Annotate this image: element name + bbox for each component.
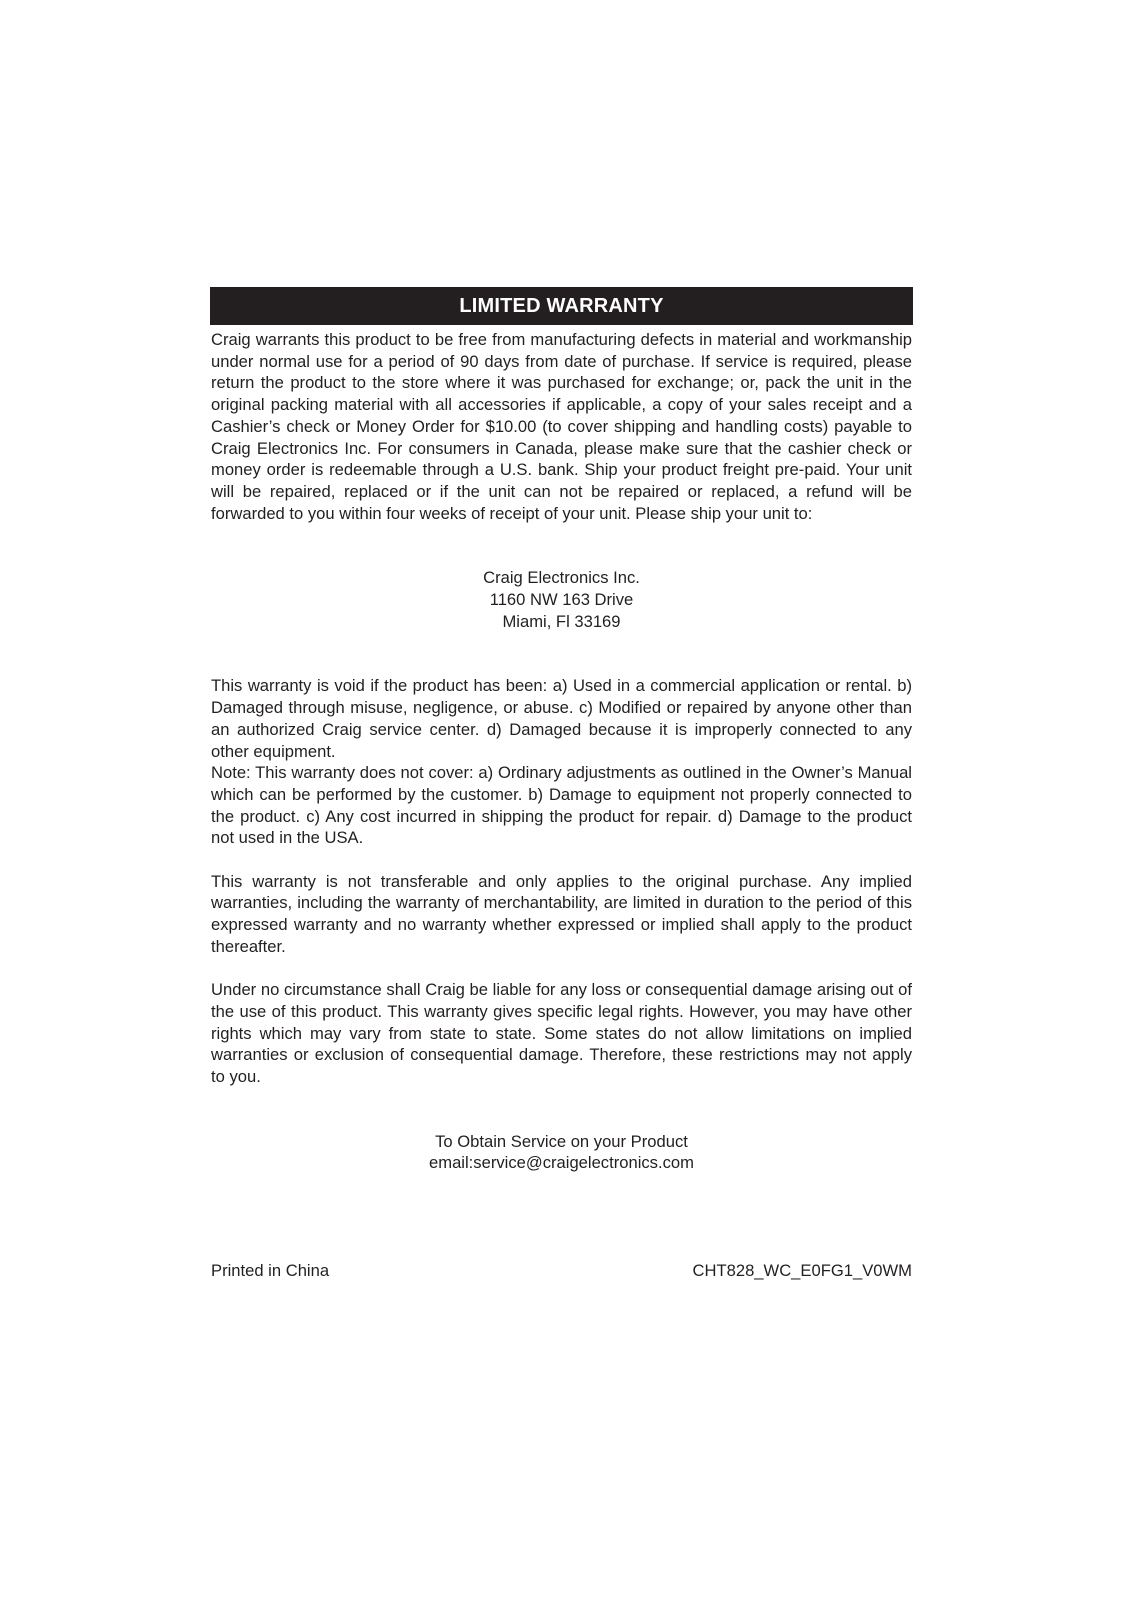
address-city: Miami, Fl 33169 (502, 611, 621, 631)
liability-paragraph: Under no circumstance shall Craig be liable for any loss or consequential damage arising out of the use of this product. This warranty gives specific legal rights. However, you may have other rights which may vary from state to state. Some states do not allow limitations on implied warranties or exclusion of consequential damage. Therefore, these restrictions may not apply to you. (211, 980, 912, 1087)
service-info (211, 1131, 912, 1174)
service-heading: To Obtain Service on your Product (435, 1131, 688, 1151)
printed-in-label: Printed in China (211, 1261, 330, 1281)
shipping-address (211, 567, 912, 632)
void-paragraph: This warranty is void if the product has been: a) Used in a commercial application or rental. b) Damaged through misuse, negligence, or abuse. c) Modified or repaired by anyone other than an authorized Craig service center. d) Damaged because it is improperly connected to any other equipment. (211, 676, 912, 761)
address-company: Craig Electronics Inc. (483, 568, 640, 588)
footer (211, 1260, 912, 1282)
intro-paragraph: Craig warrants this product to be free from manufacturing defects in material and workmanship under normal use for a period of 90 days from date of purchase. If service is required, please return the product to the store where it was purchased for exchange; or, pack the unit in the original packing material with all accessories if applicable, a copy of your sales receipt and a Cashier’s check or Money Order for $10.00 (to cover shipping and handling costs) payable to Craig Electronics Inc. For consumers in Canada, please make sure that the cashier check or money order is redeemable through a U.S. bank. Ship your product freight pre-paid. Your unit will be repaired, replaced or if the unit can not be repaired or replaced, a refund will be forwarded to you within four weeks of receipt of your unit. Please ship your unit to: (211, 330, 912, 523)
header-bar (210, 287, 913, 325)
transfer-paragraph: This warranty is not transferable and only applies to the original purchase. Any implied warranties, including the warranty of merchantability, are limited in duration to the period of this expressed warranty and no warranty whether expressed or implied shall apply to the product thereafter. (211, 871, 912, 956)
document-code: CHT828_WC_E0FG1_V0WM (692, 1261, 912, 1281)
service-email[interactable]: email:service@craigelectronics.com (429, 1153, 694, 1173)
note-paragraph: Note: This warranty does not cover: a) Ordinary adjustments as outlined in the Owner’s Manual which can be performed by the customer. b) Damage to equipment not properly connected to the product. c) Any cost incurred in shipping the product for repair. d) Damage to the product not used in the USA. (211, 763, 912, 848)
page-title: LIMITED WARRANTY (459, 294, 664, 317)
warranty-page (211, 287, 912, 1282)
address-street: 1160 NW 163 Drive (489, 590, 634, 610)
